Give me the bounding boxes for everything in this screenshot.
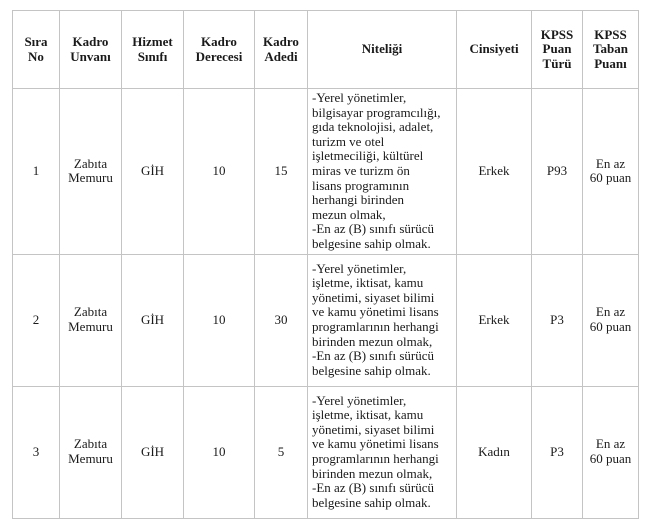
cell-cinsiyeti: Kadın	[457, 386, 532, 518]
text-line: Kadro	[263, 33, 299, 49]
text-line: mezun olmak,	[312, 206, 386, 222]
text-line: Sıra	[24, 33, 48, 49]
text-line: En az	[595, 436, 626, 452]
cell-kpss-taban-puani	[583, 254, 639, 386]
text-line: işletme, iktisat, kamu	[312, 275, 424, 291]
text-line: programlarının herhangi	[312, 451, 439, 467]
text-line: 60 puan	[589, 170, 632, 186]
text-line: programlarının herhangi	[312, 319, 439, 335]
text-line: Puan	[542, 41, 572, 57]
text-line: birinden mezun olmak,	[312, 465, 433, 481]
text-line: gıda teknolojisi, adalet,	[312, 119, 434, 135]
text-line: yönetimi, siyaset bilimi	[312, 421, 435, 437]
text-line: -Yerel yönetimler,	[312, 260, 407, 276]
text-line: belgesine sahip olmak.	[312, 362, 431, 378]
table-row	[13, 89, 639, 255]
cell-hizmet-sinifi: GİH	[122, 89, 184, 255]
cell-kadro-derecesi: 10	[184, 386, 255, 518]
text-line: bilgisayar programcılığı,	[312, 104, 441, 120]
text-line: Taban	[593, 41, 628, 57]
text-line: yönetimi, siyaset bilimi	[312, 289, 435, 305]
kadro-table	[12, 10, 639, 519]
text-line: ve kamu yönetimi lisans	[312, 304, 439, 320]
cell-cinsiyeti: Erkek	[457, 89, 532, 255]
header-hizmet-sinifi	[122, 11, 184, 89]
header-kadro-adedi	[255, 11, 308, 89]
cell-sira-no: 3	[13, 386, 60, 518]
table-row	[13, 254, 639, 386]
cell-sira-no: 2	[13, 254, 60, 386]
text-line: belgesine sahip olmak.	[312, 235, 431, 251]
text-line: Derecesi	[195, 48, 243, 64]
text-line: KPSS	[540, 26, 574, 42]
text-line: -Yerel yönetimler,	[312, 392, 407, 408]
text-line: turizm ve otel	[312, 133, 385, 149]
cell-sira-no: 1	[13, 89, 60, 255]
text-line: 60 puan	[589, 451, 632, 467]
text-line: En az	[595, 155, 626, 171]
cell-hizmet-sinifi: GİH	[122, 254, 184, 386]
text-line: Memuru	[68, 451, 113, 467]
cell-kadro-derecesi: 10	[184, 89, 255, 255]
text-line: miras ve turizm ön	[312, 162, 410, 178]
text-line: Hizmet	[132, 33, 173, 49]
cell-cinsiyeti: Erkek	[457, 254, 532, 386]
text-line: işletmeciliği, kültürel	[312, 148, 424, 164]
text-line: herhangi birinden	[312, 192, 405, 208]
cell-kadro-adedi: 30	[255, 254, 308, 386]
text-line: -En az (B) sınıfı sürücü	[312, 480, 435, 496]
header-niteligi	[308, 11, 457, 89]
text-line: işletme, iktisat, kamu	[312, 407, 424, 423]
text-line: ve kamu yönetimi lisans	[312, 436, 439, 452]
text-line: No	[28, 48, 44, 64]
table-row	[13, 386, 639, 518]
text-line: Sınıfı	[137, 48, 168, 64]
header-sira-no	[13, 11, 60, 89]
cell-kadro-unvani	[60, 89, 122, 255]
text-line: lisans programının	[312, 177, 410, 193]
cell-kpss-taban-puani	[583, 386, 639, 518]
text-line: Kadro	[201, 33, 237, 49]
text-line: -Yerel yönetimler,	[312, 90, 407, 105]
text-line: Memuru	[68, 319, 113, 335]
text-line: -En az (B) sınıfı sürücü	[312, 348, 435, 364]
cell-kpss-puan-turu: P93	[532, 89, 583, 255]
cell-niteligi	[308, 89, 457, 255]
text-line: Kadro	[72, 33, 109, 49]
cell-niteligi	[308, 254, 457, 386]
header-kpss-taban-puani	[583, 11, 639, 89]
header-row	[13, 11, 639, 89]
text-line: Zabıta	[73, 436, 108, 452]
text-line: Adedi	[264, 48, 298, 64]
text-line: birinden mezun olmak,	[312, 333, 433, 349]
text-line: Niteliği	[361, 41, 403, 57]
cell-kadro-unvani	[60, 386, 122, 518]
cell-kpss-puan-turu: P3	[532, 386, 583, 518]
header-kadro-unvani	[60, 11, 122, 89]
text-line: Unvanı	[70, 48, 111, 64]
text-line: -En az (B) sınıfı sürücü	[312, 221, 435, 237]
cell-kpss-taban-puani	[583, 89, 639, 255]
text-line: 60 puan	[589, 319, 632, 335]
cell-kpss-puan-turu: P3	[532, 254, 583, 386]
cell-kadro-adedi: 5	[255, 386, 308, 518]
text-line: Zabıta	[73, 155, 108, 171]
header-cinsiyeti	[457, 11, 532, 89]
text-line: Türü	[542, 55, 572, 71]
header-kadro-derecesi	[184, 11, 255, 89]
cell-kadro-derecesi: 10	[184, 254, 255, 386]
text-line: Memuru	[68, 170, 113, 186]
cell-kadro-adedi: 15	[255, 89, 308, 255]
text-line: En az	[595, 304, 626, 320]
text-line: Puanı	[594, 55, 627, 71]
text-line: belgesine sahip olmak.	[312, 494, 431, 510]
text-line: Cinsiyeti	[469, 41, 519, 57]
text-line: Zabıta	[73, 304, 108, 320]
cell-hizmet-sinifi: GİH	[122, 386, 184, 518]
header-kpss-puan-turu	[532, 11, 583, 89]
cell-niteligi	[308, 386, 457, 518]
cell-kadro-unvani	[60, 254, 122, 386]
text-line: KPSS	[594, 26, 627, 42]
